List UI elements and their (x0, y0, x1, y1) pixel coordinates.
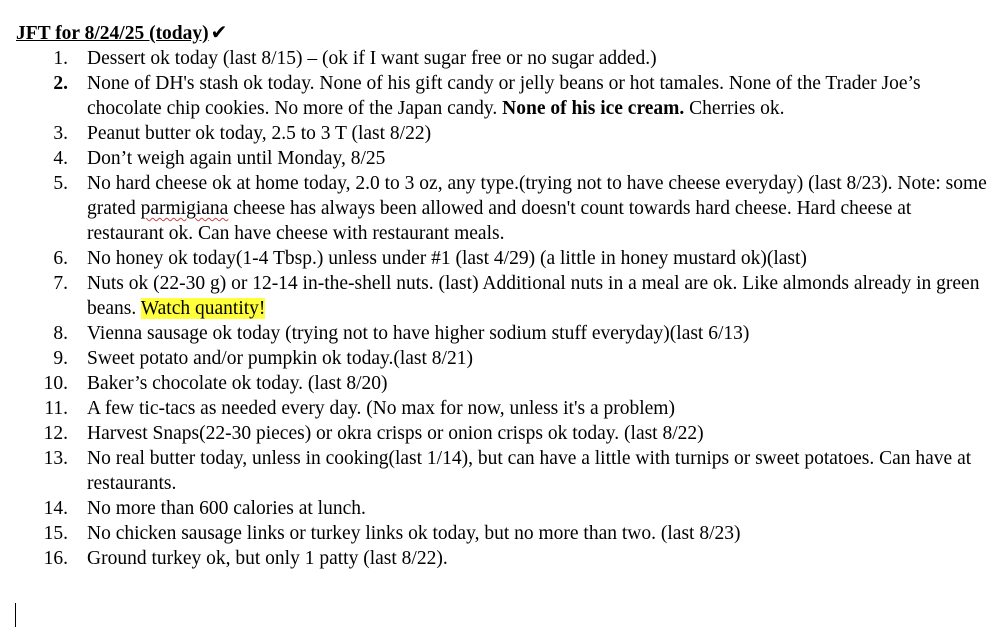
numbered-list (16, 46, 991, 571)
list-item-15 (16, 521, 991, 546)
list-item-8 (16, 321, 991, 346)
document-title (16, 20, 991, 46)
list-item-10 (16, 371, 991, 396)
item-number: 7. (53, 273, 68, 294)
item-bold-text: None of his ice cream. (502, 98, 685, 119)
list-item-1 (16, 46, 991, 71)
item-text-continued: Cherries ok. (684, 98, 785, 119)
item-text: No honey ok today(1-4 Tbsp.) unless under #1 (last 4/29) (a little in honey mustard ok)(last) (87, 248, 807, 269)
item-text: Vienna sausage ok today (trying not to have higher sodium stuff everyday)(last 6/13) (87, 323, 750, 344)
item-number: 13. (43, 448, 68, 469)
list-item-11 (16, 396, 991, 421)
item-number: 3. (53, 123, 68, 144)
item-number: 2. (53, 73, 68, 94)
list-item-13 (16, 446, 991, 496)
item-text: Peanut butter ok today, 2.5 to 3 T (last 8/22) (87, 123, 432, 144)
text-cursor (15, 603, 16, 627)
item-text: Dessert ok today (last 8/15) – (ok if I want sugar free or no sugar added.) (87, 48, 657, 69)
list-item-12 (16, 421, 991, 446)
item-text: None of DH's stash ok today. None of his gift candy or jelly beans or hot tamales. None of the Trader Joe’s chocolate chip cookies. No more of the Japan candy. (87, 73, 921, 119)
spellcheck-flagged-word[interactable]: parmigiana (140, 198, 229, 219)
item-text-continued: cheese has always been allowed and doesn't count towards hard cheese. Hard cheese at restaurant ok. Can have cheese with restaurant meals. (87, 198, 912, 244)
document-body[interactable] (16, 20, 991, 571)
item-number: 10. (43, 373, 68, 394)
item-number: 1. (53, 48, 68, 69)
list-item-4 (16, 146, 991, 171)
list-item-14 (16, 496, 991, 521)
item-number: 15. (43, 523, 68, 544)
item-text: Sweet potato and/or pumpkin ok today.(last 8/21) (87, 348, 473, 369)
item-number: 5. (53, 173, 68, 194)
item-text: No hard cheese ok at home today, 2.0 to 3 oz, any type.(trying not to have cheese everyday) (last 8/23). Note: some grated (87, 173, 987, 219)
item-number: 8. (53, 323, 68, 344)
item-number: 14. (43, 498, 68, 519)
item-text: A few tic-tacs as needed every day. (No max for now, unless it's a problem) (87, 398, 675, 419)
item-text: No chicken sausage links or turkey links ok today, but no more than two. (last 8/23) (87, 523, 741, 544)
item-number: 9. (53, 348, 68, 369)
list-item-9 (16, 346, 991, 371)
item-text: Ground turkey ok, but only 1 patty (last 8/22). (87, 548, 448, 569)
item-text: No more than 600 calories at lunch. (87, 498, 366, 519)
list-item-3 (16, 121, 991, 146)
item-text: Baker’s chocolate ok today. (last 8/20) (87, 373, 388, 394)
item-text: Harvest Snaps(22-30 pieces) or okra crisps or onion crisps ok today. (last 8/22) (87, 423, 704, 444)
title-text: JFT for 8/24/25 (today) (16, 23, 209, 44)
highlighted-text: Watch quantity! (140, 298, 266, 319)
list-item-16 (16, 546, 991, 571)
item-text: No real butter today, unless in cooking(last 1/14), but can have a little with turnips or sweet potatoes. Can have at restaurants. (87, 448, 972, 494)
item-number: 6. (53, 248, 68, 269)
item-number: 11. (44, 398, 68, 419)
list-item-2 (16, 71, 991, 121)
item-text: Don’t weigh again until Monday, 8/25 (87, 148, 386, 169)
item-number: 4. (53, 148, 68, 169)
list-item-7 (16, 271, 991, 321)
list-item-6 (16, 246, 991, 271)
list-item-5 (16, 171, 991, 246)
checkmark-icon: ✔ (210, 20, 228, 44)
item-text: Nuts ok (22-30 g) or 12-14 in-the-shell nuts. (last) Additional nuts in a meal are ok. Like almonds already in green beans. (87, 273, 980, 319)
item-number: 16. (43, 548, 68, 569)
item-number: 12. (43, 423, 68, 444)
